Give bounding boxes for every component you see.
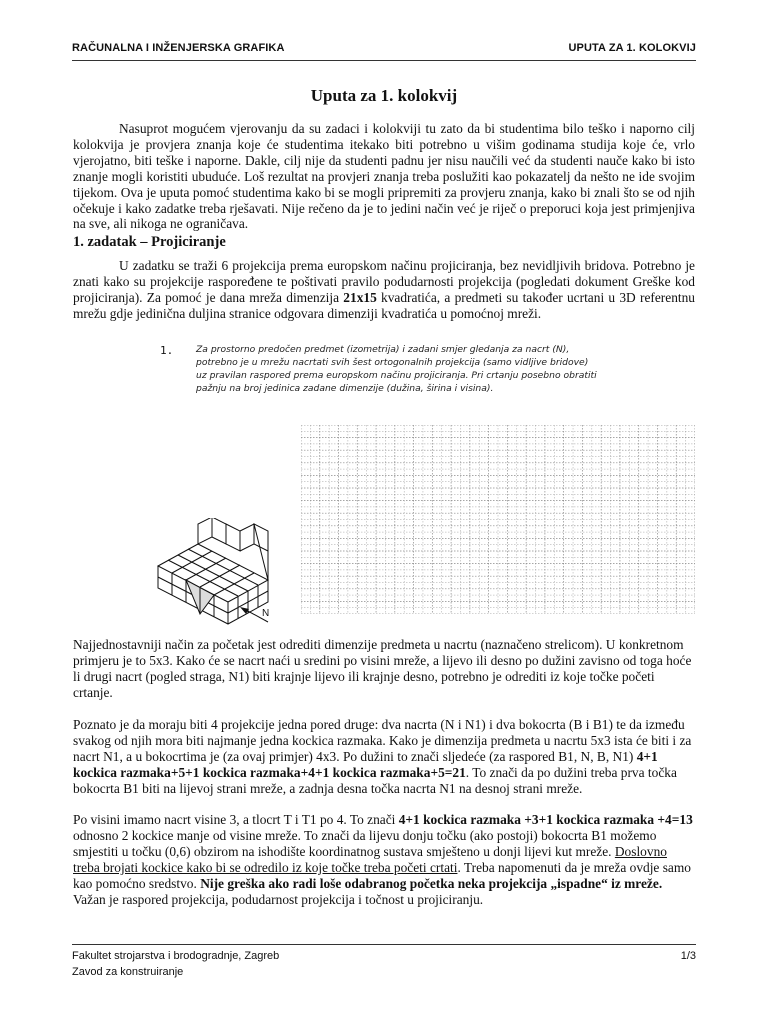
p4-underlined: Doslovno treba brojati kockice kako bi se odredilo iz koje točke treba početi crtati <box>73 843 667 875</box>
header-divider <box>72 60 696 61</box>
exercise-number: 1. <box>160 344 174 357</box>
task-text-a: U zadatku se traži 6 projekcija prema europskom načinu projiciranja, bez nevidljivih bridova. Potrebno je znati kako su projekcije raspoređene te poštivati pravilo podudarnosti projekcija (pogledati dokument Greške kod projiciranja). Za pomoć je dana mreža dimenzija <box>73 258 695 305</box>
exercise-line: potrebno je u mrežu nacrtati svih šest ortogonalnih projekcija (samo vidljive bridove) <box>196 357 589 368</box>
footer-faculty: Fakultet strojarstva i brodogradnje, Zagreb <box>72 950 280 962</box>
exercise-instructions <box>196 343 636 395</box>
p4-formula: 4+1 kockica razmaka +3+1 kockica razmaka +4=13 <box>398 812 693 827</box>
intro-paragraph: Nasuprot mogućem vjerovanju da su zadaci i kolokviji tu zato da bi studentima bilo teško i naporno cilj kolokvija je provjera znanja koje će studentima itekako biti potrebno u višim godinama studija koje će, vrlo vjerojatno, biti teške i naporne. Dakle, cilj nije da studenti padnu jer nisu naučili već da studenti nauče kako bi isto znanje mogli koristiti ubuduće. Loš rezultat na provjeri znanja treba poslužiti kao pokazatelj da nešto ne ide svojim tijekom. Ova je uputa pomoć studentima kako bi se mogli pripremiti za provjeru znanja, kako bi znali što se od njih očekuje i kako zadatke treba rješavati. Nije rečeno da je to jedini način već je riječ o preporuci koja jest primjenjiva na sve, ali nikoga ne ograničava. <box>73 121 695 232</box>
paragraph-vertical-layout <box>73 812 695 907</box>
projection-grid <box>301 425 695 614</box>
exercise-line: uz pravilan raspored prema europskom načinu projiciranja. Pri crtanju posebno obratiti <box>196 370 597 381</box>
task-paragraph <box>73 258 695 322</box>
p4-text-e: . Treba napomenuti da je mreža ovdje samo kao pomoćno sredstvo. <box>73 859 691 891</box>
page-number: 1/3 <box>680 950 696 962</box>
page-title: Uputa za 1. kolokvij <box>310 86 458 105</box>
p4-text-a: Po visini imamo nacrt visine 3, a tlocrt T i T1 po 4. To znači <box>73 812 399 827</box>
arrow-label-n: N <box>262 608 270 619</box>
task-text-c: kvadratića, a predmeti su također ucrtani u 3D referentnu mrežu gdje jedinična duljina stranice odgovara dimenziji kvadratića u pomoćnoj mreži. <box>73 289 695 321</box>
header-course-title: RAČUNALNA I INŽENJERSKA GRAFIKA <box>72 42 285 54</box>
paragraph-horizontal-layout <box>73 717 695 797</box>
exercise-line: Za prostorno predočen predmet (izometrija) i zadani smjer gledanja za nacrt (N), <box>196 344 570 355</box>
section-heading: 1. zadatak – Projiciranje <box>73 234 226 250</box>
p4-text-g: Važan je raspored projekcija, podudarnost projekcija i točnost u projiciranju. <box>73 891 484 907</box>
p3-text-c: . To znači da po dužini treba prva točka bokocrta B1 biti na lijevoj strani mreže, a zadnja desna točka nacrta N1 na desnoj strani mreže. <box>73 764 677 796</box>
footer-department: Zavod za konstruiranje <box>72 966 184 978</box>
p4-bold-note: Nije greška ako radi loše odabranog početka neka projekcija „ispadne“ iz mreže. <box>200 875 663 891</box>
p3-formula: 4+1 kockica razmaka+5+1 kockica razmaka+4+1 kockica razmaka+5=21 <box>73 748 658 780</box>
p4-text-c: odnosno 2 kockice manje od visine mreže. To znači da lijevu donju točku (ako postoji) bokocrta B1 možemo smjestiti u točku (0,6) obzirom na ishodište koordinatnog sustava smješteno u donji lijevi kut mreže. <box>73 827 657 859</box>
footer-divider <box>72 944 696 945</box>
exercise-line: pažnju na broj jedinica zadane dimenzije (dužina, širina i visina). <box>196 383 494 394</box>
p3-text-a: Poznato je da moraju biti 4 projekcije jedna pored druge: dva nacrta (N i N1) i dva bokocrta (B i B1) te da između svakog od njih mora biti najmanje jedna kockica razmaka. Kako je dimenzija predmeta u nacrtu 5x3 ista će biti i za nacrt N1, a u bokocrtima je (za ovaj primjer) 4x3. Po dužini to znači sljedeće (za raspored B1, N, B, N1) <box>73 717 692 764</box>
header-document-title: UPUTA ZA 1. KOLOKVIJ <box>568 42 696 54</box>
grid-dimension: 21x15 <box>343 289 377 305</box>
paragraph-start-point: Najjednostavniji način za početak jest odrediti dimenzije predmeta u nacrtu (naznačeno strelicom). U konkretnom primjeru je to 5x3. Kako će se nacrt naći u sredini po visini mreže, a lijevo ili desno po dužini zavisno od toga hoće li drugi nacrt (pogled straga, N1) biti krajnje lijevo ili krajnje desno, potrebno je odrediti iz koje točke početi crtanje. <box>73 637 692 700</box>
